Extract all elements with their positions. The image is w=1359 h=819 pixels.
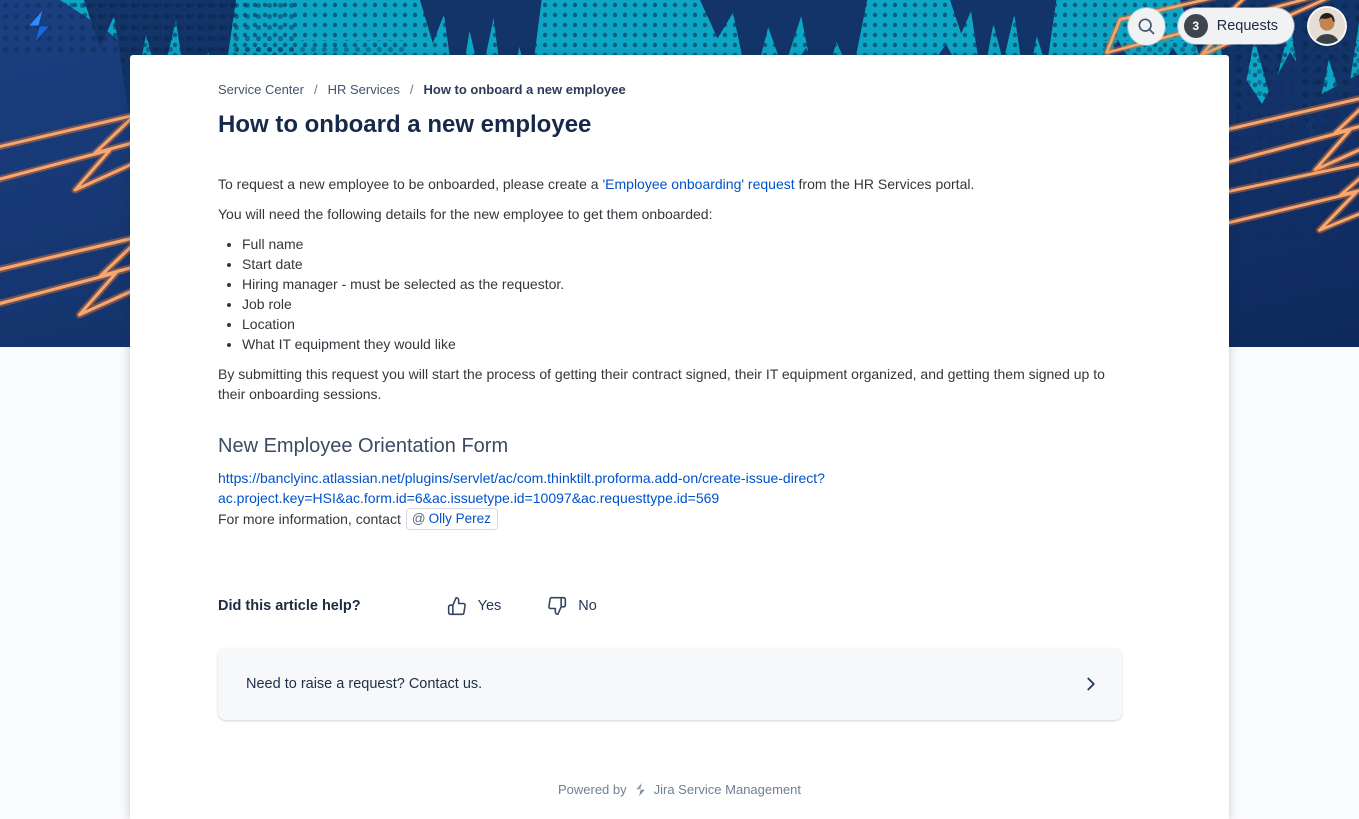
breadcrumb-separator: / <box>409 82 414 97</box>
requests-count-badge: 3 <box>1184 14 1208 38</box>
list-item: • Hiring manager - must be selected as the requestor. <box>242 274 1122 294</box>
thumbs-down-icon <box>547 596 567 616</box>
feedback-yes-button[interactable] <box>447 596 502 616</box>
mention-user-name: Olly Perez <box>428 511 491 526</box>
raise-request-text: Need to raise a request? Contact us. <box>246 676 483 692</box>
submit-note-paragraph: By submitting this request you will start the process of getting their contract signed, their IT equipment organized, and getting them signed up to their onboarding sessions. <box>218 366 1105 402</box>
product-name-text[interactable]: Jira Service Management <box>653 782 802 797</box>
raise-request-card[interactable] <box>218 648 1122 720</box>
list-item: • Full name <box>242 234 1122 254</box>
thumbs-up-icon <box>447 596 467 616</box>
article-content <box>218 82 1122 720</box>
top-bar-actions <box>1128 6 1347 46</box>
article-card <box>130 55 1229 819</box>
user-mention-chip[interactable] <box>406 508 498 530</box>
breadcrumb-service-center[interactable]: Service Center <box>218 82 304 97</box>
contact-prefix: For more information, contact <box>218 511 401 527</box>
orientation-form-url-link[interactable] <box>218 468 1122 508</box>
feedback-no-button[interactable] <box>547 596 597 616</box>
breadcrumb <box>218 82 1122 97</box>
list-item: • Job role <box>242 294 1122 314</box>
mention-at-symbol: @ <box>411 511 426 526</box>
employee-onboarding-request-link[interactable]: 'Employee onboarding' request <box>602 176 795 192</box>
requests-button[interactable] <box>1178 8 1294 44</box>
contact-line <box>218 508 1122 530</box>
form-url-line-1: https://banclyinc.atlassian.net/plugins/servlet/ac/com.thinktilt.proforma.add-on/create-issue-direct? <box>218 470 825 486</box>
chevron-right-icon <box>1080 673 1102 695</box>
intro-paragraph <box>218 174 1122 194</box>
user-avatar[interactable] <box>1307 6 1347 46</box>
powered-by-text: Powered by <box>557 782 627 797</box>
breadcrumb-separator: / <box>313 82 318 97</box>
jsm-bolt-icon <box>633 782 648 797</box>
intro-text-after: from the HR Services portal. <box>794 176 975 192</box>
feedback-yes-label: Yes <box>477 598 502 614</box>
search-icon <box>1136 16 1156 36</box>
details-list <box>218 234 1122 354</box>
list-item: • What IT equipment they would like <box>242 334 1122 354</box>
feedback-question: Did this article help? <box>218 598 361 614</box>
feedback-no-label: No <box>578 598 597 614</box>
form-url-line-2: ac.project.key=HSI&ac.form.id=6&ac.issuetype.id=10097&ac.requesttype.id=569 <box>218 490 720 506</box>
article-body <box>218 174 1122 530</box>
breadcrumb-hr-services[interactable]: HR Services <box>327 82 400 97</box>
top-bar <box>0 0 1359 52</box>
breadcrumb-current-article: How to onboard a new employee <box>423 82 626 97</box>
details-intro-paragraph: You will need the following details for the new employee to get them onboarded: <box>218 206 713 222</box>
requests-label: Requests <box>1216 18 1278 34</box>
powered-by-footer <box>218 782 1141 797</box>
jira-service-management-logo-icon[interactable] <box>22 9 56 43</box>
search-button[interactable] <box>1128 8 1165 45</box>
list-item: • Location <box>242 314 1122 334</box>
article-feedback <box>218 596 1122 616</box>
form-section-heading: New Employee Orientation Form <box>218 435 509 457</box>
page-title: How to onboard a new employee <box>218 111 592 138</box>
list-item: • Start date <box>242 254 1122 274</box>
intro-text-before: To request a new employee to be onboarded, please create a <box>218 176 603 192</box>
